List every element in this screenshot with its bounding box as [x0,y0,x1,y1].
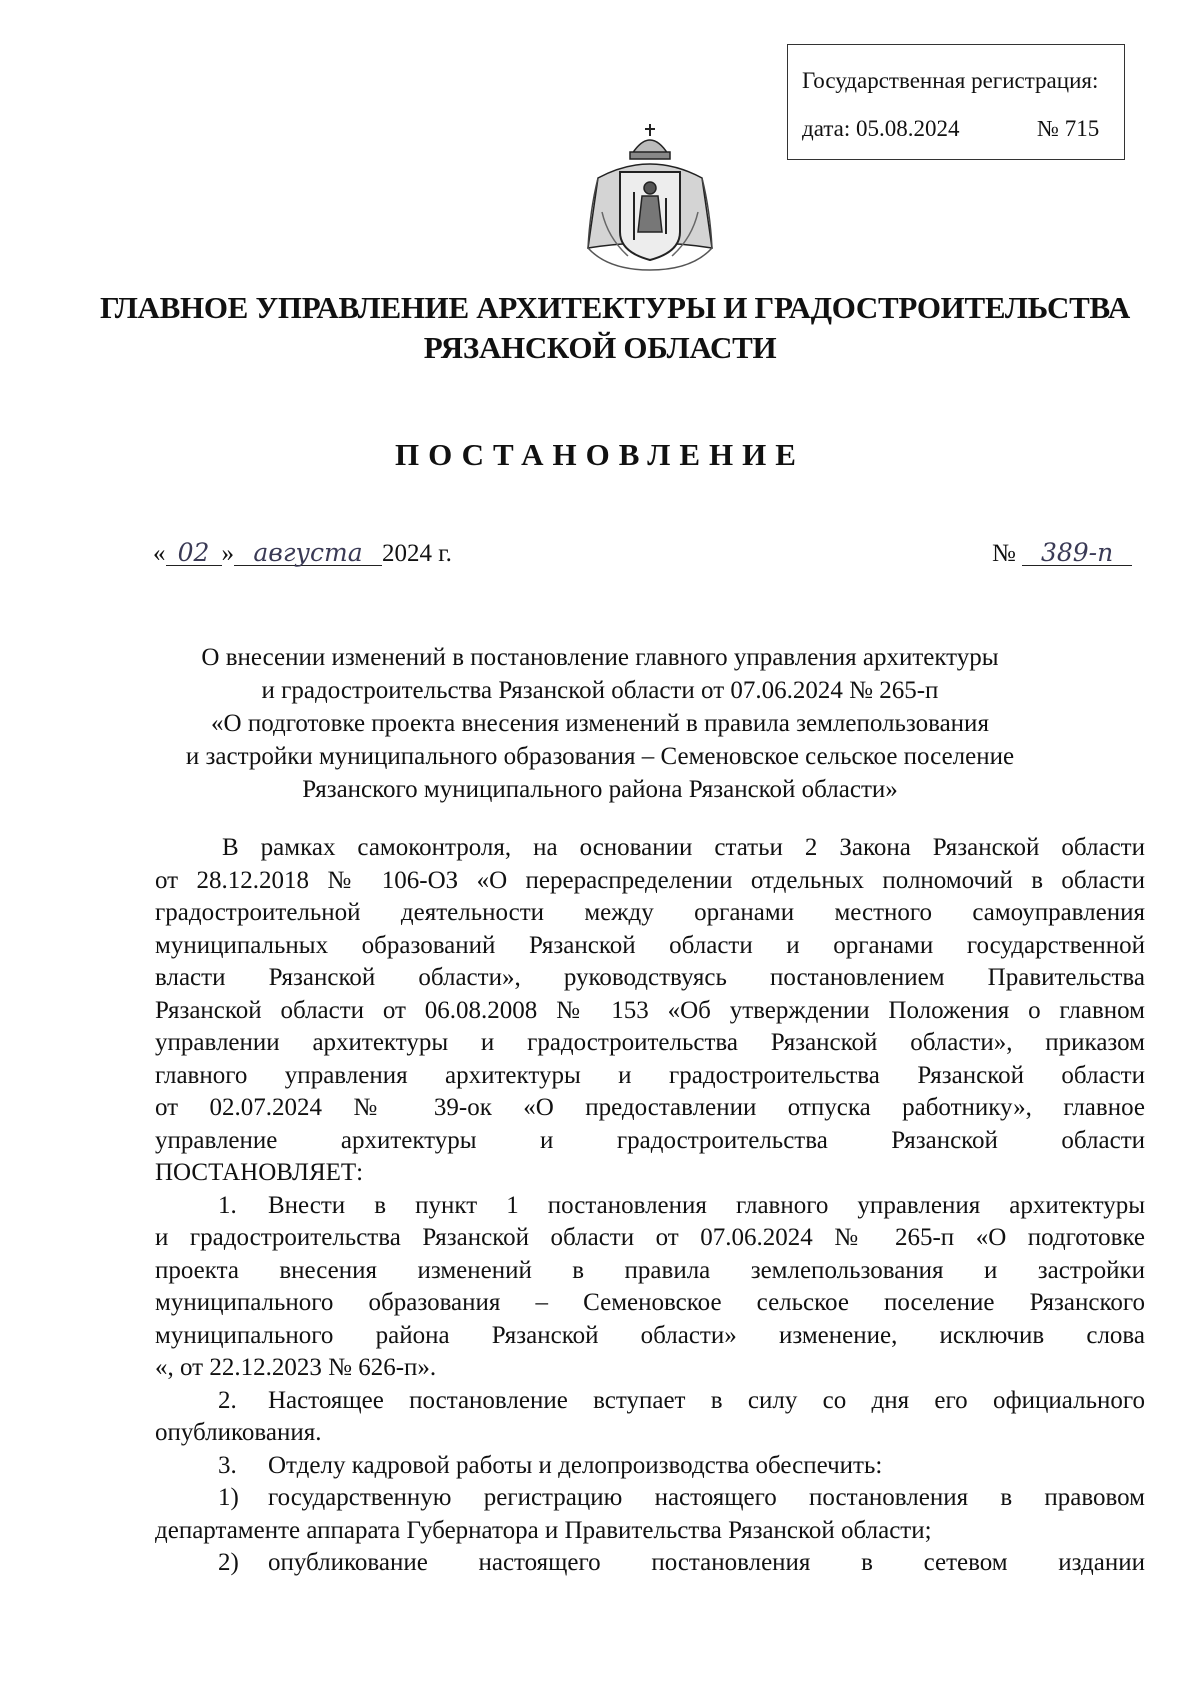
item-number: 2) [218,1549,239,1576]
item-line: и градостроительства Рязанской области от 07.06.2024 № 265-п «О подготовке [155,1224,1145,1251]
item-number: 2. [218,1386,237,1414]
title-line: Рязанского муниципального района Рязанской области» [302,776,898,803]
preamble-line: управление архитектуры и градостроительства Рязанской области [155,1126,1145,1154]
quote-close: » [221,540,234,567]
preamble-line: В рамках самоконтроля, на основании статьи 2 Закона Рязанской области [222,834,1145,861]
preamble-line: муниципальных образований Рязанской области и органами государственной [155,931,1145,959]
handwritten-number: 389-п [1022,540,1132,566]
document-body [155,832,1145,1580]
document-year: 2024 г. [382,540,452,567]
item-line: проекта внесения изменений в правила землепользования и застройки [155,1256,1145,1284]
agency-name-line-1: ГЛАВНОЕ УПРАВЛЕНИЕ АРХИТЕКТУРЫ И ГРАДОСТРОИТЕЛЬСТВА [100,290,1131,325]
handwritten-day: 02 [166,540,222,566]
title-line: и застройки муниципального образования – Семеновское сельское поселение [185,743,1015,770]
preamble-line: власти Рязанской области», руководствуясь постановлением Правительства [155,964,1145,991]
preamble-line: от 02.07.2024 № 39-ок «О предоставлении отпуска работнику», главное [155,1094,1145,1121]
item-line: опубликования. [155,1419,322,1446]
document-number [992,540,1132,568]
item-number: 1) [218,1484,239,1511]
preamble-line: Рязанской области от 06.08.2008 № 153 «Об утверждении Положения о главном [155,996,1145,1024]
preamble-line: управлении архитектуры и градостроительства Рязанской области», приказом [155,1029,1145,1056]
document-type-heading: ПОСТАНОВЛЕНИЕ [395,437,805,472]
item-first-line: Внести в пункт 1 постановления главного управления архитектуры [268,1191,1145,1219]
list-item [155,1482,1145,1515]
ryazan-coat-of-arms-icon [568,120,732,284]
document-title [100,641,1100,806]
item-line: муниципального образования – Семеновское сельское поселение Рязанского [155,1289,1145,1316]
item-number: 1. [218,1191,237,1219]
item-line: муниципального района Рязанской области» изменение, исключив слова [155,1321,1145,1349]
registration-title: Государственная регистрация: [802,68,1099,93]
decree-verb: ПОСТАНОВЛЯЕТ: [155,1159,364,1186]
list-item [155,1385,1145,1418]
preamble-line: от 28.12.2018 № 106-ОЗ «О перераспределении отдельных полномочий в области [155,866,1145,894]
item-first-line: Настоящее постановление вступает в силу со дня его официального [268,1386,1145,1414]
registration-number: № 715 [1037,116,1100,141]
handwritten-month: августа [234,540,382,566]
number-prefix: № [992,540,1016,567]
agency-name-line-2: РЯЗАНСКОЙ ОБЛАСТИ [423,330,777,365]
item-number: 3. [218,1451,237,1479]
title-line: О внесении изменений в постановление главного управления архитектуры [201,644,999,671]
preamble-line: градостроительной деятельности между органами местного самоуправления [155,899,1145,926]
list-item [155,1547,1145,1580]
item-first-line: Отделу кадровой работы и делопроизводства обеспечить: [268,1451,883,1479]
list-item [155,1190,1145,1223]
item-first-line: государственную регистрацию настоящего постановления в правовом [268,1484,1145,1511]
item-line: департаменте аппарата Губернатора и Правительства Рязанской области; [155,1516,932,1544]
registration-date: дата: 05.08.2024 [802,116,960,141]
title-line: «О подготовке проекта внесения изменений в правила землепользования [211,710,989,737]
registration-stamp [787,44,1125,160]
list-item [155,1450,1145,1483]
item-first-line: опубликование настоящего постановления в сетевом издании [268,1549,1145,1576]
preamble-line: главного управления архитектуры и градостроительства Рязанской области [155,1061,1145,1089]
title-line: и градостроительства Рязанской области от 07.06.2024 № 265-п [261,677,939,704]
quote-open: « [153,540,166,567]
document-date [153,540,452,568]
item-line: «, от 22.12.2023 № 626-п». [155,1354,437,1381]
